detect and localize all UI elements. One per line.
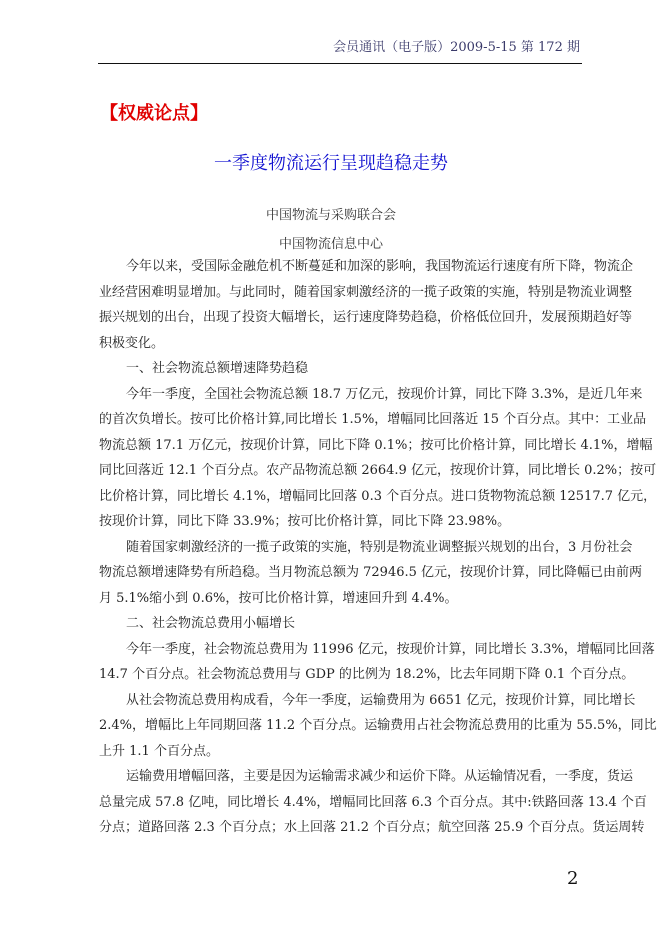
paragraph-line: 的首次负增长。按可比价格计算,同比增长 1.5%，增幅同比回落近 15 个百分点。其中：工业品 [99, 412, 647, 427]
paragraph-line: 总量完成 57.8 亿吨，同比增长 4.4%，增幅同比回落 6.3 个百分点。其中:铁路回落 13.4 个百 [99, 794, 647, 810]
paragraph-line: 2.4%，增幅比上年同期回落 11.2 个百分点。运输费用占社会物流总费用的比重为 55.5%，同比 [99, 718, 657, 733]
paragraph-line: 从社会物流总费用构成看，今年一季度，运输费用为 6651 亿元，按现价计算，同比增长 [126, 692, 636, 708]
paragraph-line: 按现价计算，同比下降 33.9%；按可比价格计算，同比下降 23.98%。 [99, 514, 511, 529]
paragraph-line: 今年一季度，社会物流总费用为 11996 亿元，按现价计算，同比增长 3.3%，增幅同比回落 [126, 641, 655, 657]
paragraph-line: 比价格计算，同比增长 4.1%，增幅同比回落 0.3 个百分点。进口货物物流总额 12517.7 亿元， [99, 488, 657, 504]
article-title: 一季度物流运行呈现趋稳走势 [214, 153, 448, 174]
paragraph-line: 运输费用增幅回落，主要是因为运输需求减少和运价下降。从运输情况看，一季度，货运 [126, 769, 634, 784]
author-organization: 中国物流与采购联合会 [265, 208, 396, 223]
section-heading: 一、社会物流总额增速降势趋稳 [126, 361, 309, 376]
paragraph-line: 14.7 个百分点。社会物流总费用与 GDP 的比例为 18.2%，比去年同期下降 0.1 个百分点。 [99, 667, 635, 682]
paragraph-line: 物流总额增速降势有所趋稳。当月物流总额为 72946.5 亿元，按现价计算，同比降幅已由前两 [99, 565, 643, 580]
paragraph-line: 物流总额 17.1 万亿元，按现价计算，同比下降 0.1%；按可比价格计算，同比增长 4.1%，增幅 [99, 437, 653, 453]
paragraph-line: 业经营困难明显增加。与此同时，随着国家刺激经济的一揽子政策的实施，特别是物流业调整 [99, 284, 633, 300]
section-heading: 二、社会物流总费用小幅增长 [126, 616, 296, 631]
header-rule [98, 63, 582, 64]
paragraph-line: 今年以来，受国际金融危机不断蔓延和加深的影响，我国物流运行速度有所下降，物流企 [126, 259, 634, 274]
paragraph-line: 上升 1.1 个百分点。 [99, 743, 219, 759]
article-body [99, 258, 657, 845]
paragraph-line: 振兴规划的出台，出现了投资大幅增长，运行速度降势趋稳，价格低位回升，发展预期趋好等 [99, 310, 633, 325]
paragraph-line: 今年一季度，全国社会物流总额 18.7 万亿元，按现价计算，同比下降 3.3%，是近几年来 [126, 386, 643, 402]
paragraph-line: 同比回落近 12.1 个百分点。农产品物流总额 2664.9 亿元，按现价计算，同比增长 0.2%；按可 [99, 463, 657, 478]
author-organization: 中国物流信息中心 [278, 237, 383, 252]
paragraph-line: 积极变化。 [99, 335, 165, 351]
paragraph-line: 随着国家刺激经济的一揽子政策的实施，特别是物流业调整振兴规划的出台，3 月份社会 [126, 539, 633, 555]
page-number: 2 [567, 868, 579, 889]
newsletter-issue-header: 会员通讯（电子版）2009-5-15 第 172 期 [333, 40, 580, 55]
paragraph-line: 月 5.1%缩小到 0.6%，按可比价格计算，增速回升到 4.4%。 [99, 590, 458, 606]
section-label: 【权威论点】 [100, 103, 208, 124]
paragraph-line: 分点；道路回落 2.3 个百分点；水上回落 21.2 个百分点；航空回落 25.9 个百分点。货运周转 [99, 820, 645, 835]
